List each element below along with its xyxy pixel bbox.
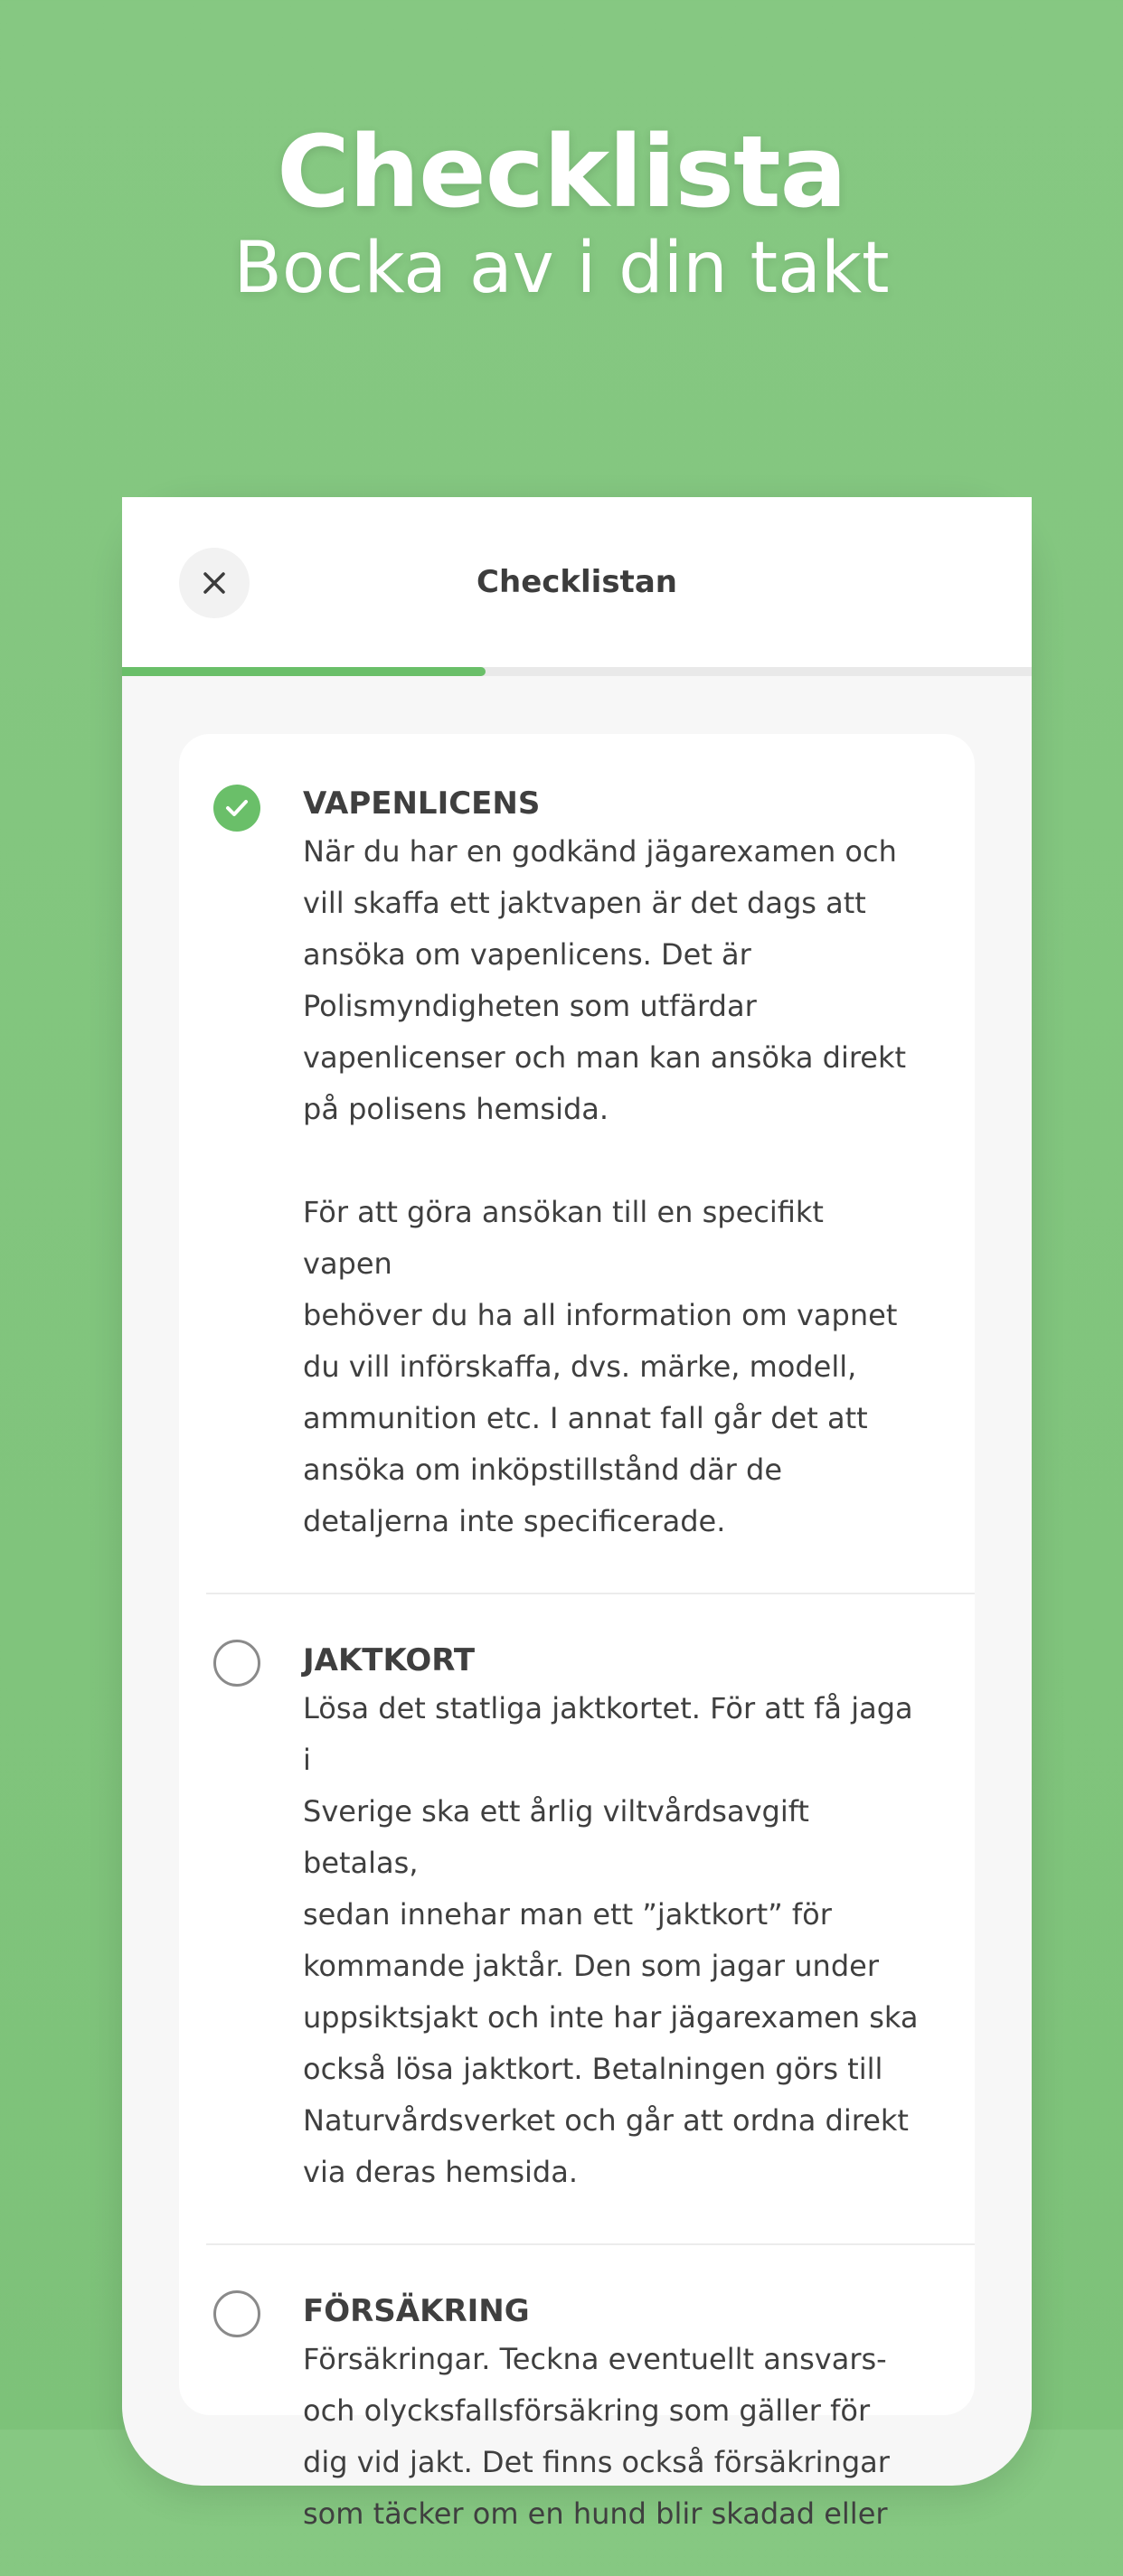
checklist-item-jaktkort[interactable] bbox=[206, 1593, 975, 2243]
checklist-item-title: FÖRSÄKRING bbox=[303, 2293, 530, 2329]
checkbox-unchecked[interactable] bbox=[213, 2290, 260, 2337]
progress-bar bbox=[122, 667, 1032, 676]
phone-screen bbox=[122, 497, 1032, 2531]
checkbox-unchecked[interactable] bbox=[213, 1640, 260, 1687]
checklist-card bbox=[179, 734, 975, 2531]
progress-bar-fill bbox=[122, 667, 486, 676]
checklist-item-text: Lösa det statliga jaktkortet. För att få jaga i Sverige ska ett årlig viltvårdsavgift betalas, sedan innehar man ett ”jaktkort” för kommande jaktår. Den som jagar under uppsiktsjakt och inte har jägarexamen ska också lösa jaktkort. Betalningen görs till Naturvårdsverket och går att ordna direkt via deras hemsida. bbox=[303, 1691, 919, 2189]
checklist-item-title: VAPENLICENS bbox=[303, 785, 541, 822]
checklist-item-text: Försäkringar. Teckna eventuellt ansvars- och olycksfallsförsäkring som gäller för dig vid jakt. Det finns också försäkringar som täcker om en hund blir skadad eller bbox=[303, 2342, 890, 2531]
checklist-item-title: JAKTKORT bbox=[303, 1642, 476, 1678]
checklist-item-vapenlicens[interactable] bbox=[179, 734, 975, 1593]
app-header bbox=[122, 497, 1032, 667]
hero-title: Checklista bbox=[277, 114, 846, 230]
checkbox-checked[interactable] bbox=[213, 785, 260, 832]
checklist-item-text: När du har en godkänd jägarexamen och vill skaffa ett jaktvapen är det dags att ansöka om vapenlicens. Det är Polismyndigheten som utfärdar vapenlicenser och man kan ansöka direkt på polisens hemsida. För att göra ansökan till en specifikt vapen behöver du ha all information om vapnet du vill införskaffa, dvs. märke, modell, ammunition etc. I annat fall går det att ansöka om inköpstillstånd där de detaljerna inte specificerade. bbox=[303, 834, 907, 1538]
hero bbox=[0, 113, 1123, 314]
app-title: Checklistan bbox=[477, 564, 677, 600]
checklist-item-forsakring[interactable] bbox=[206, 2243, 975, 2576]
checkmark-icon bbox=[224, 798, 250, 818]
hero-subtitle: Bocka av i din takt bbox=[233, 228, 890, 309]
